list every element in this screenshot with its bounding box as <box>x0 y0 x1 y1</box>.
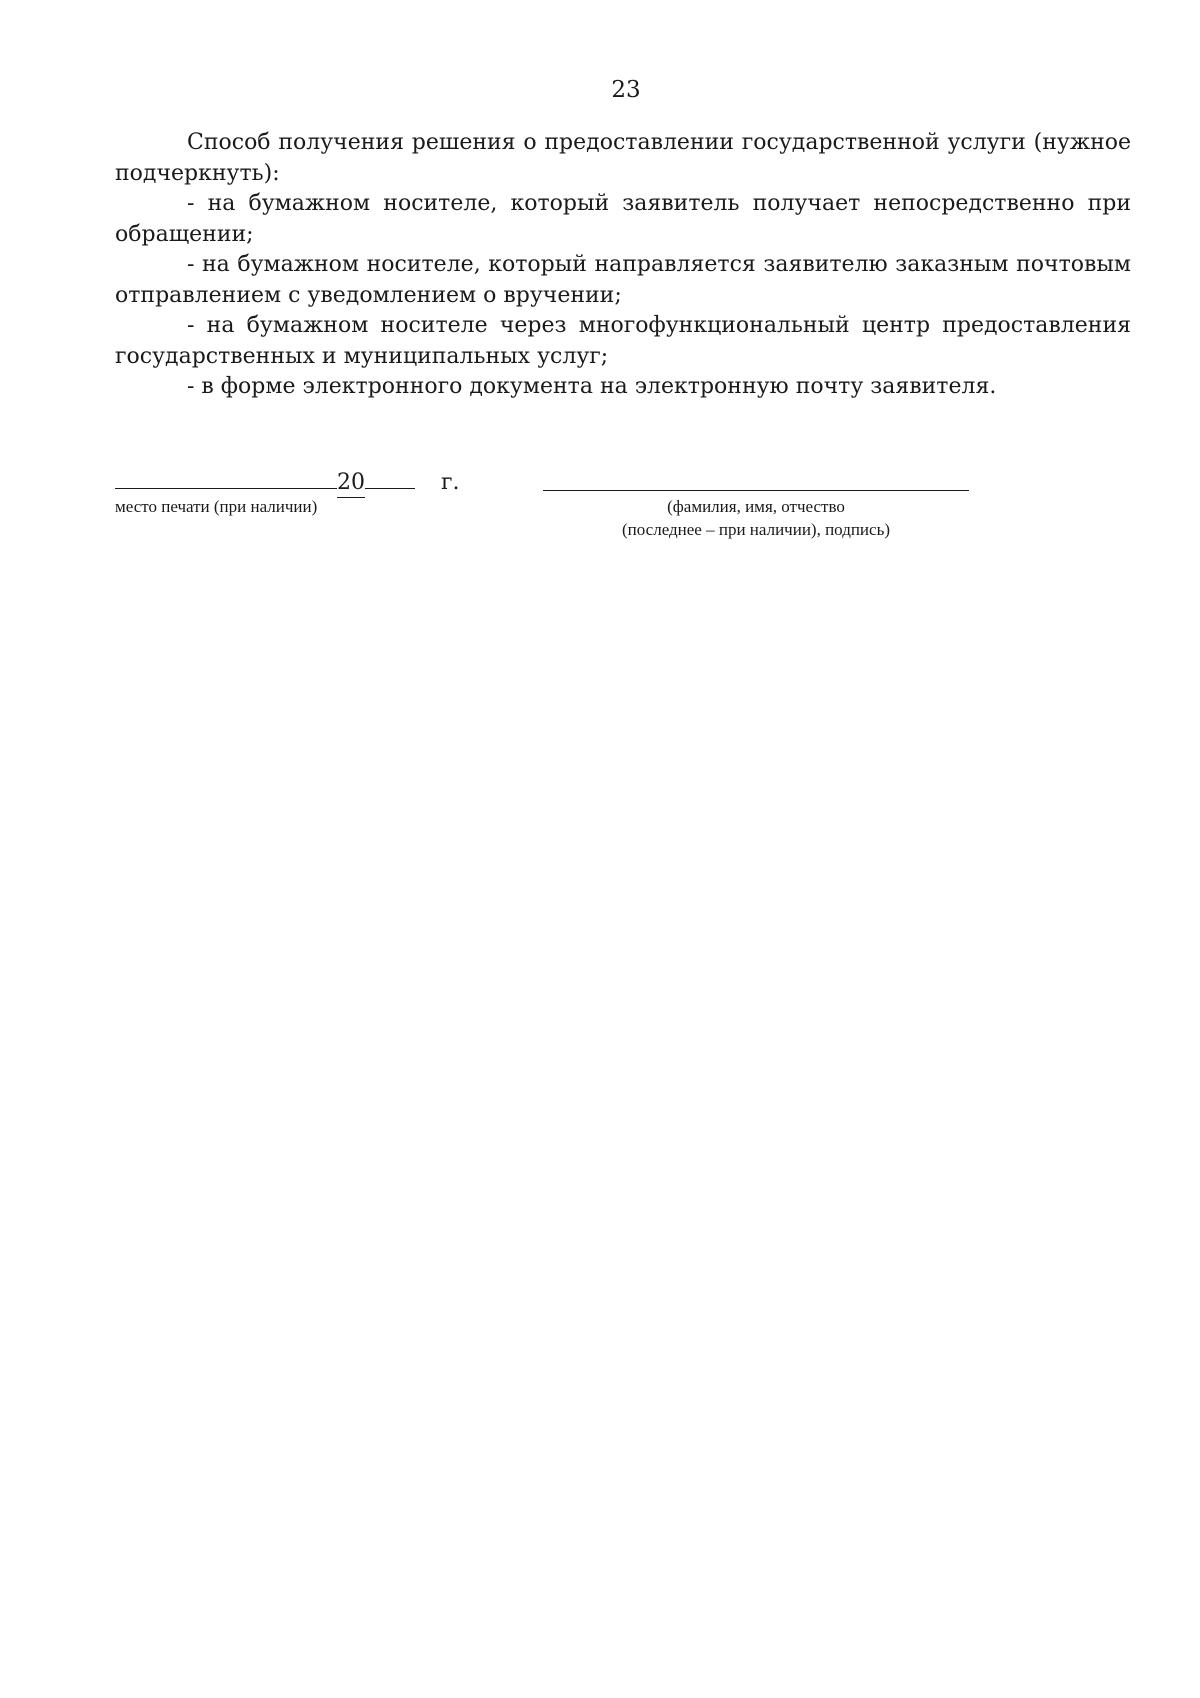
paragraph-option-email: - в форме электронного документа на электронную почту заявителя. <box>187 374 997 399</box>
year-prefix: 20 <box>337 469 365 498</box>
name-signature-line <box>543 490 969 491</box>
paragraph-intro: Способ получения решения о предоставлении государственной услуги (нужное подчеркнуть): <box>115 130 1131 186</box>
date-blank <box>115 464 337 489</box>
name-caption <box>543 495 969 541</box>
signature-block <box>115 464 1131 544</box>
name-caption-line-2: (последнее – при наличии), подпись) <box>621 520 890 539</box>
paragraph-option-mail: - на бумажном носителе, который направляется заявителю заказным почтовым отправлением с уведомлением о вручении; <box>115 252 1131 308</box>
body-text <box>115 128 1131 403</box>
page-number: 23 <box>611 77 641 103</box>
date-line <box>115 464 460 498</box>
paragraph-option-in-person: - на бумажном носителе, который заявитель получает непосредственно при обращении; <box>115 191 1131 247</box>
year-blank <box>365 464 415 489</box>
year-suffix: г. <box>441 470 460 495</box>
paragraph-option-mfc: - на бумажном носителе через многофункциональный центр предоставления государственных и муниципальных услуг; <box>115 313 1131 369</box>
name-caption-line-1: (фамилия, имя, отчество <box>667 497 845 516</box>
stamp-caption: место печати (при наличии) <box>115 497 318 516</box>
